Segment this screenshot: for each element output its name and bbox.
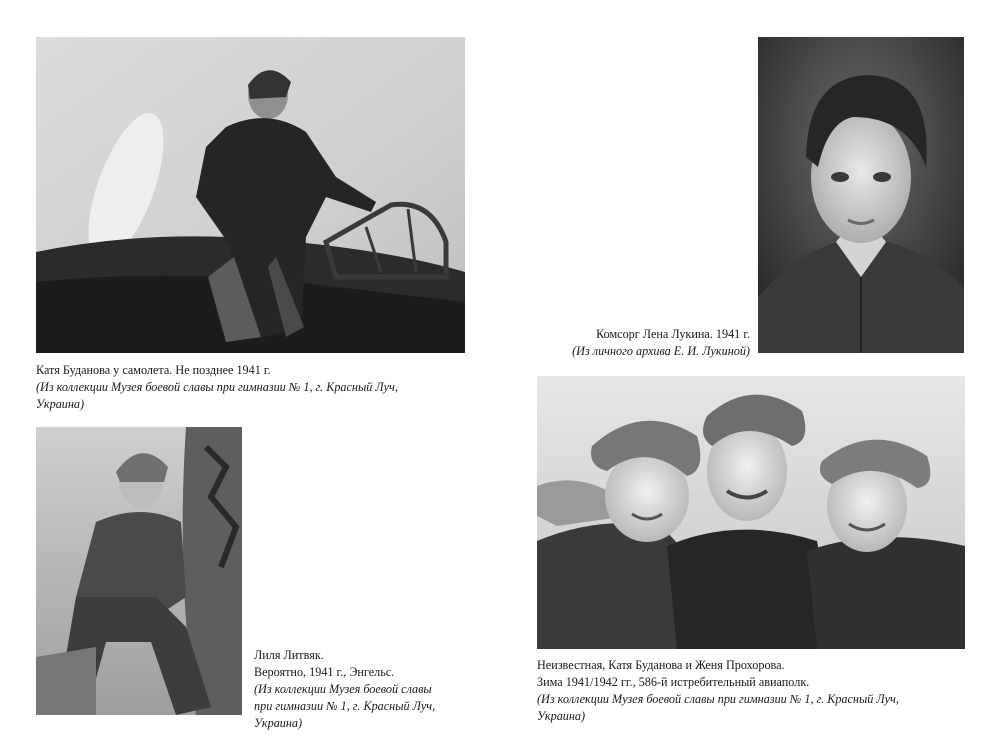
caption-source: Украина) (36, 397, 85, 411)
caption-text: Вероятно, 1941 г., Энгельс. (254, 665, 395, 679)
caption-portrait (572, 326, 750, 360)
caption-source: Украина) (537, 709, 586, 723)
caption-text: Комсорг Лена Лукина. 1941 г. (596, 327, 750, 341)
photo-seated-pilot (36, 427, 242, 715)
caption-seated-pilot (254, 647, 435, 732)
caption-text: Зима 1941/1942 гг., 586-й истребительный авиаполк. (537, 675, 810, 689)
caption-text: Неизвестная, Катя Буданова и Женя Прохорова. (537, 658, 785, 672)
caption-pilot-by-plane (36, 362, 398, 413)
caption-source: при гимназии № 1, г. Красный Луч, (254, 699, 436, 713)
photo-group (537, 376, 965, 649)
photo-pilot-by-plane (36, 37, 465, 353)
caption-source: Украина) (254, 716, 303, 730)
caption-text: Катя Буданова у самолета. Не позднее 1941 г. (36, 363, 271, 377)
caption-source: (Из коллекции Музея боевой славы при гимназии № 1, г. Красный Луч, (537, 692, 899, 706)
caption-source: (Из личного архива Е. И. Лукиной) (572, 344, 750, 358)
caption-group (537, 657, 899, 725)
caption-source: (Из коллекции Музея боевой славы (254, 682, 432, 696)
photo-portrait (758, 37, 964, 353)
caption-source: (Из коллекции Музея боевой славы при гимназии № 1, г. Красный Луч, (36, 380, 398, 394)
caption-text: Лиля Литвяк. (254, 648, 324, 662)
